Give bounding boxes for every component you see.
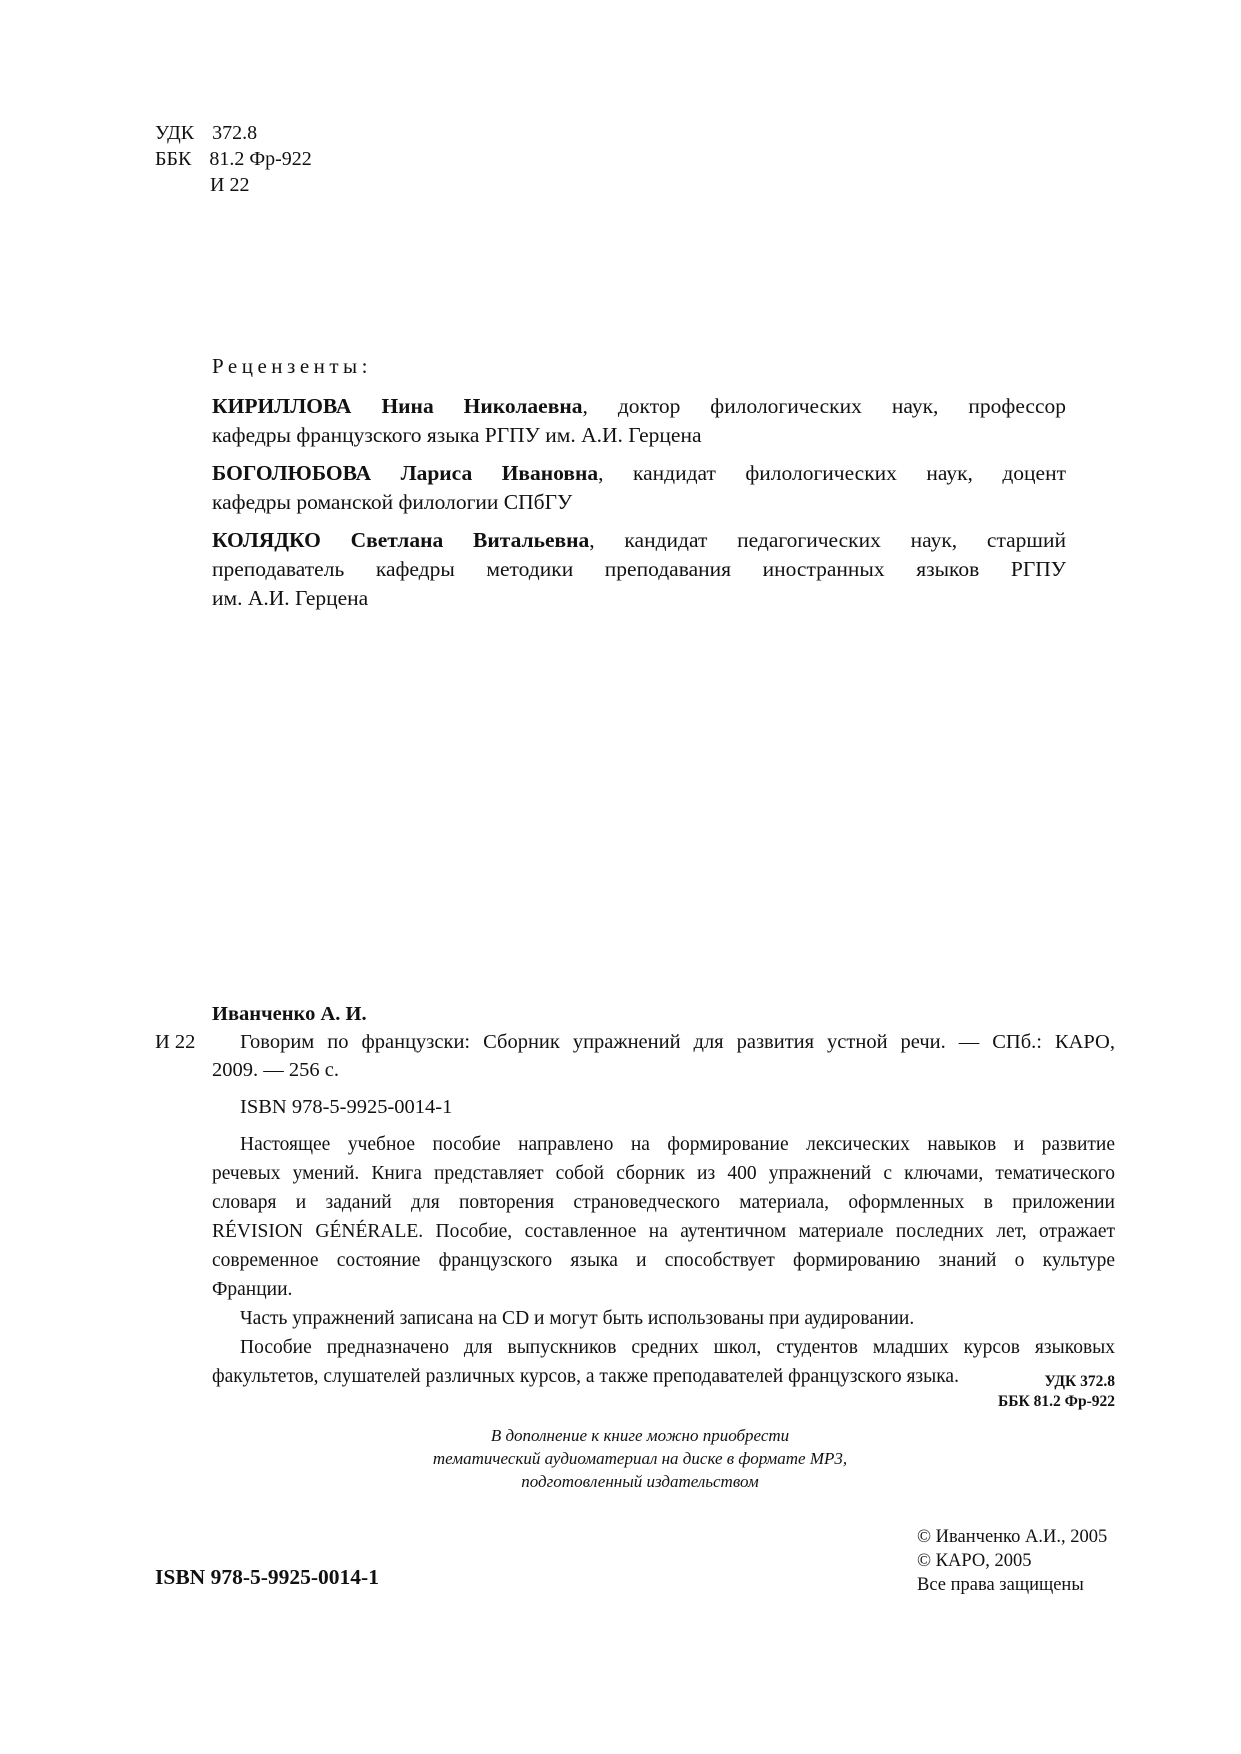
card-paragraph-3-line: Пособие предназначено для выпускников средних школ, студентов младших курсов языковых: [240, 1337, 1115, 1358]
copyright-line: Все права защищены: [917, 1575, 1084, 1595]
isbn-bottom: ISBN 978-5-9925-0014-1: [155, 1565, 379, 1589]
copyright-line: © Иванченко А.И., 2005: [917, 1527, 1108, 1547]
author-mark-top: И 22: [210, 174, 250, 196]
bbk-row: [155, 146, 312, 172]
reviewer-1-dept: кафедры французского языка РГПУ им. А.И. Герцена: [212, 423, 702, 447]
abstract-line: Настоящее учебное пособие направлено на формирование лексических навыков и развитие: [240, 1134, 1115, 1155]
card-abstract: [212, 1130, 1115, 1391]
reviewer-2-name: БОГОЛЮБОВА Лариса Ивановна: [212, 461, 599, 485]
abstract-line: речевых умений. Книга представляет собой сборник из 400 упражнений с ключами, тематического: [212, 1163, 1115, 1184]
abstract-line: словаря и заданий для повторения страноведческого материала, оформленных в приложении: [212, 1192, 1115, 1213]
reviewers-heading: Рецензенты:: [212, 354, 372, 378]
audio-note-line: подготовленный издательством: [521, 1472, 759, 1491]
card-title-line1: Говорим по французски: Сборник упражнений для развития устной речи. — СПб.: КАРО,: [240, 1031, 1115, 1053]
udk-value: 372.8: [212, 122, 258, 144]
abstract-line: RÉVISION GÉNÉRALE. Пособие, составленное на аутентичном материале последних лет, отражает: [212, 1221, 1115, 1242]
bbk-label: ББК: [155, 148, 192, 170]
card-paragraph-2: Часть упражнений записана на CD и могут быть использованы при аудировании.: [240, 1308, 915, 1329]
copyright-line: © КАРО, 2005: [917, 1551, 1032, 1571]
card-author-mark: И 22: [155, 1031, 196, 1053]
reviewer-1-title: , доктор филологических наук, профессор: [582, 394, 1067, 418]
copyright-block: [917, 1525, 1107, 1597]
reviewer-3-dept-cont: им. А.И. Герцена: [212, 586, 369, 610]
reviewer-3: [212, 526, 1066, 613]
audio-note-line: тематический аудиоматериал на диске в формате MP3,: [432, 1449, 848, 1468]
abstract-line: современное состояние французского языка и способствует формированию знаний о культуре: [212, 1250, 1115, 1271]
card-paragraph-3-line: факультетов, слушателей различных курсов, а также преподавателей французского языка.: [212, 1366, 959, 1387]
classification-block: [155, 120, 312, 198]
card-bbk-code: ББК 81.2 Фр-922: [998, 1393, 1115, 1410]
reviewer-3-name: КОЛЯДКО Светлана Витальевна: [212, 528, 590, 552]
reviewer-2: [212, 459, 1066, 517]
card-title-line2: 2009. — 256 с.: [212, 1059, 339, 1081]
bbk-value: 81.2 Фр-922: [209, 148, 312, 170]
abstract-line: Франции.: [212, 1279, 293, 1300]
audio-note-line: В дополнение к книге можно приобрести: [490, 1426, 790, 1445]
audio-note: [380, 1424, 900, 1493]
card-isbn: ISBN 978-5-9925-0014-1: [240, 1096, 453, 1118]
reviewer-2-title: , кандидат филологических наук, доцент: [598, 461, 1066, 485]
card-author: Иванченко А. И.: [212, 1003, 367, 1025]
card-udk-code: УДК 372.8: [1044, 1373, 1115, 1390]
reviewer-2-dept: кафедры романской филологии СПбГУ: [212, 490, 573, 514]
reviewer-3-dept: преподаватель кафедры методики преподавания иностранных языков РГПУ: [212, 557, 1066, 581]
udk-row: [155, 120, 312, 146]
card-codes: [998, 1372, 1115, 1412]
reviewer-3-title: , кандидат педагогических наук, старший: [589, 528, 1066, 552]
reviewer-1-name: КИРИЛЛОВА Нина Николаевна: [212, 394, 583, 418]
udk-label: УДК: [155, 122, 195, 144]
reviewer-1: [212, 392, 1066, 450]
